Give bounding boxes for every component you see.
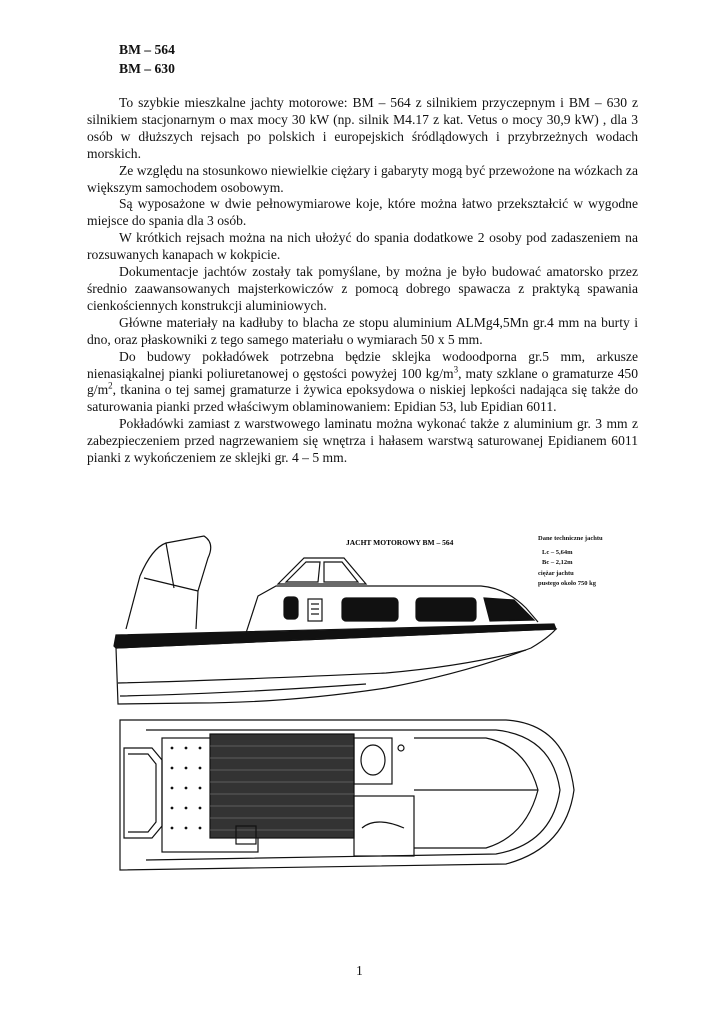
window bbox=[342, 598, 398, 621]
vent bbox=[308, 599, 322, 621]
svg-text:ciężar jachtu: ciężar jachtu bbox=[538, 570, 574, 577]
canopy bbox=[126, 536, 211, 629]
title-bm-564: BM – 564 bbox=[119, 42, 175, 57]
paragraph-documentation: Dokumentacje jachtów zostały tak pomyślane, by można je było budować amatorsko przez średnio zaawansowanych majsterkowiczów z pomocą dobrego spawacza z praktyką spawania cienkościennych konstrukcji aluminiowych. bbox=[87, 264, 638, 313]
hull-stripe bbox=[114, 624, 556, 648]
yacht-drawing bbox=[86, 498, 646, 924]
paragraph-berths: Są wyposażone w dwie pełnowymiarowe koje, które można łatwo przekształcić w wygodne miejsce do spania dla 3 osób. bbox=[87, 196, 638, 229]
side-view bbox=[114, 536, 556, 704]
svg-text:Bc – 2,12m: Bc – 2,12m bbox=[542, 559, 573, 566]
paragraph-materials: Główne materiały na kadłuby to blacha ze stopu aluminium ALMg4,5Mn gr.4 mm na burty i dno, oraz płaskowniki z tego samego materiału o wymiarach 50 x 5 mm. bbox=[87, 314, 638, 347]
title-bm-630: BM – 630 bbox=[119, 61, 175, 76]
window bbox=[284, 597, 298, 619]
specs-box bbox=[538, 535, 603, 587]
paragraph-deckhouse-materials: Do budowy pokładówek potrzebna będzie sklejka wodoodporna gr.5 mm, arkusze nienasiąkalnej pianki poliuretanowej o gęstości powyżej 100 $kg/m^3$, maty szklane o gramaturze 450 $g/m^2$, tkanina o tej samej gramaturze i żywica epoksydowa o niskiej lepkości nadająca się także do saturowania pianki przed właściwym oblaminowaniem: Epidian 53, lub Epidian 6011. bbox=[87, 348, 638, 415]
window bbox=[416, 598, 476, 621]
forward-berth bbox=[414, 738, 538, 848]
paragraph-transport: Ze względu na stosunkowo niewielkie ciężary i gabaryty mogą być przewożone na wózkach za większym samochodem osobowym. bbox=[87, 162, 638, 195]
paragraph-intro: To szybkie mieszkalne jachty motorowe: BM – 564 z silnikiem przyczepnym i BM – 630 z silnikiem stacjonarnym o max mocy 30 kW (np. silnik M4.17 z kat. Vetus o mocy 30,9 kW) , dla 3 osób w dłuższych rejsach po polskich i europejskich śródlądowych i przybrzeżnych wodach morskich. bbox=[87, 95, 638, 161]
svg-text:Dane techniczne jachtu: Dane techniczne jachtu bbox=[538, 535, 603, 542]
berth-aft bbox=[354, 796, 414, 856]
drawing-title: JACHT MOTOROWY BM – 564 bbox=[346, 538, 454, 547]
svg-text:Lc – 5,64m: Lc – 5,64m bbox=[542, 549, 573, 556]
svg-text:pustego około 750 kg: pustego około 750 kg bbox=[538, 580, 596, 587]
page-number: 1 bbox=[356, 963, 363, 978]
cabin-sole bbox=[210, 734, 354, 838]
body-text bbox=[87, 95, 638, 467]
canopy-seam bbox=[144, 578, 198, 591]
paragraph-aluminium-alternative: Pokładówki zamiast z warstwowego laminatu można wykonać także z aluminium gr. 3 mm z zabezpieczeniem przed nagrzewaniem się wnętrza i hałasem warstwą saturowanej Epidianem 6011 pianki z wykończeniem ze sklejki gr. 4 – 5 mm. bbox=[87, 416, 638, 466]
plan-view bbox=[120, 720, 574, 870]
paragraph-extra-sleeping: W krótkich rejsach można na nich ułożyć do spania dodatkowe 2 osoby pod zadaszeniem na rozsuwanych kanapach w kokpicie. bbox=[87, 230, 638, 263]
windshield bbox=[278, 558, 366, 584]
canopy-seam bbox=[166, 543, 174, 588]
